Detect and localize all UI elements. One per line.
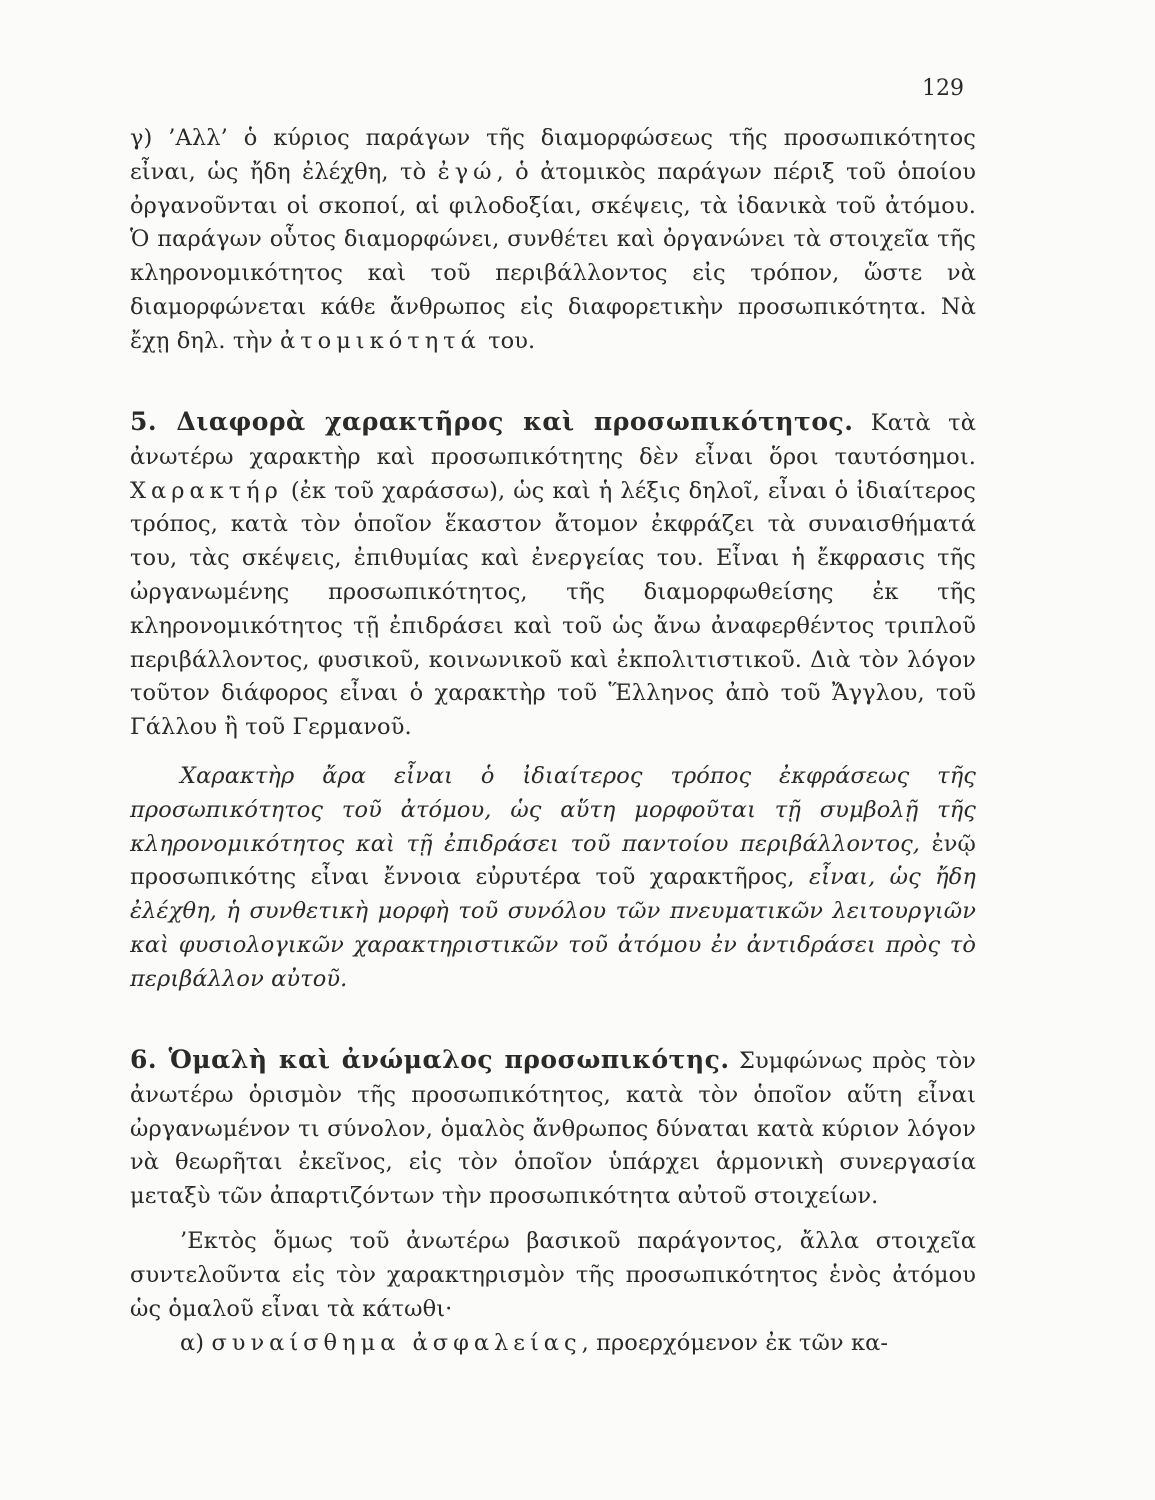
definition-normal: ἐνῷ προσωπικότης εἶναι ἔννοια εὐρυτέρα τοῦ χαρακτῆρος, (130, 830, 976, 891)
item-a (130, 1327, 976, 1361)
spaced-term-security: συναίσθημα ἀσφαλείας (211, 1330, 582, 1356)
section-5-text-b: (ἐκ τοῦ χαράσσω), ὡς καὶ ἡ λέξις δηλοῖ, εἶναι ὁ ἰδιαίτερος τρόπος, κατὰ τὸν ὁποῖον ἕκαστον ἄτομον ἐκφράζει τὰ συναισθήματά του, τὰς σκέψεις, ἐπιθυμίας καὶ ἐνεργείας του. Εἶναι ἡ ἔκφρασις τῆς ὠργανωμένης προσωπικότητος, τῆς διαμορφωθείσης ἐκ τῆς κληρονομικότητος τῇ ἐπιδράσει καὶ τοῦ ὡς ἄνω ἀναφερθέντος τριπλοῦ περιβάλλοντος, φυσικοῦ, κοινωνικοῦ καὶ ἐκπολιτιστικοῦ. Διὰ τὸν λόγον τοῦτον διάφορος εἶναι ὁ χαρακτὴρ τοῦ Ἕλληνος ἀπὸ τοῦ Ἄγγλου, τοῦ Γάλλου ἢ τοῦ Γερμανοῦ. (130, 477, 976, 741)
paragraph-c (130, 122, 976, 359)
definition-paragraph (130, 760, 976, 997)
section-6-text: Συμφώνως πρὸς τὸν ἀνωτέρω ὁρισμὸν τῆς προσωπικότητος, κατὰ τὸν ὁποῖον αὕτη εἶναι ὠργανωμένον τι σύνολον, ὁμαλὸς ἄνθρωπος δύναται κατὰ κύριον λόγον νὰ θεωρῆται ἐκεῖνος, εἰς τὸν ὁποῖον ὑπάρχει ἁρμονικὴ συνεργασία μεταξὺ τῶν ἀπαρτιζόντων τὴν προσωπικότητα αὐτοῦ στοιχείων. (130, 1048, 976, 1210)
definition-italic-b: εἶναι, ὡς ἤδη ἐλέχθη, ἡ συνθετικὴ μορφὴ τοῦ συνόλου τῶν πνευματικῶν λειτουργιῶν καὶ φυσιολογικῶν χαρακτηριστικῶν τοῦ ἀτόμου ἐν ἀντιδράσει πρὸς τὸ περιβάλλον αὐτοῦ. (130, 864, 976, 992)
section-5-heading: 5. Διαφορὰ χαρακτῆρος καὶ προσωπικότητος. (130, 407, 854, 436)
page-number: 129 (922, 76, 964, 101)
spaced-term-ego: ἐγώ (437, 158, 497, 185)
paragraph-c-middle: , ὁ ἀτομικὸς παράγων πέριξ τοῦ ὁποίου ὀργανοῦνται οἱ σκοποί, αἱ φιλοδοξίαι, σκέψεις, τὰ ἰδανικὰ τοῦ ἀτόμου. Ὁ παράγων οὗτος διαμορφώνει, συνθέτει καὶ ὀργανώνει τὰ στοιχεῖα τῆς κληρονομικότητος καὶ τοῦ περιβάλλοντος εἰς τρόπον, ὥστε νὰ διαμορφώνεται κάθε ἄνθρωπος εἰς διαφορετικὴν προσωπικότητα. Νὰ ἔχῃ δηλ. τὴν (130, 158, 976, 354)
paragraph-c-prefix: γ) ’Αλλ’ ὁ κύριος παράγων τῆς διαμορφώσεως τῆς προσωπικότητος εἶναι, ὡς ἤδη ἐλέχθη, τὸ (130, 125, 976, 185)
paragraph-besides: ’Εκτὸς ὅμως τοῦ ἀνωτέρω βασικοῦ παράγοντος, ἄλλα στοιχεῖα συντελοῦντα εἰς τὸν χαρακτηρισμὸν τῆς προσωπικότητος ἑνὸς ἀτόμου ὡς ὁμαλοῦ εἶναι τὰ κάτωθι· (130, 1228, 976, 1322)
section-6 (130, 1043, 976, 1214)
spaced-term-individuality: ἀτομικότητά (280, 327, 481, 354)
section-5-text-a: Κατὰ τὰ ἀνωτέρω χαρακτὴρ καὶ προσωπικότητης δὲν εἶναι ὅροι ταυτόσημοι. (130, 410, 976, 470)
section-6-heading: 6. Ὁμαλὴ καὶ ἀνώμαλος προσωπικότης. (130, 1045, 730, 1074)
paragraph-c-suffix: του. (480, 327, 536, 354)
section-5 (130, 405, 976, 745)
definition-italic-a: Χαρακτὴρ ἄρα εἶναι ὁ ἰδιαίτερος τρόπος ἐκφράσεως τῆς προσωπικότητος τοῦ ἀτόμου, ὡς αὕτη μορφοῦται τῇ συμβολῇ τῆς κληρονομικότητος καὶ τῇ ἐπιδράσει τοῦ παντοίου περιβάλλοντος, (130, 763, 976, 857)
spaced-term-character: Χαρακτήρ (130, 477, 283, 504)
item-a-label: α) (180, 1330, 205, 1356)
item-a-text: , προερχόμενον ἐκ τῶν κα- (581, 1330, 889, 1356)
